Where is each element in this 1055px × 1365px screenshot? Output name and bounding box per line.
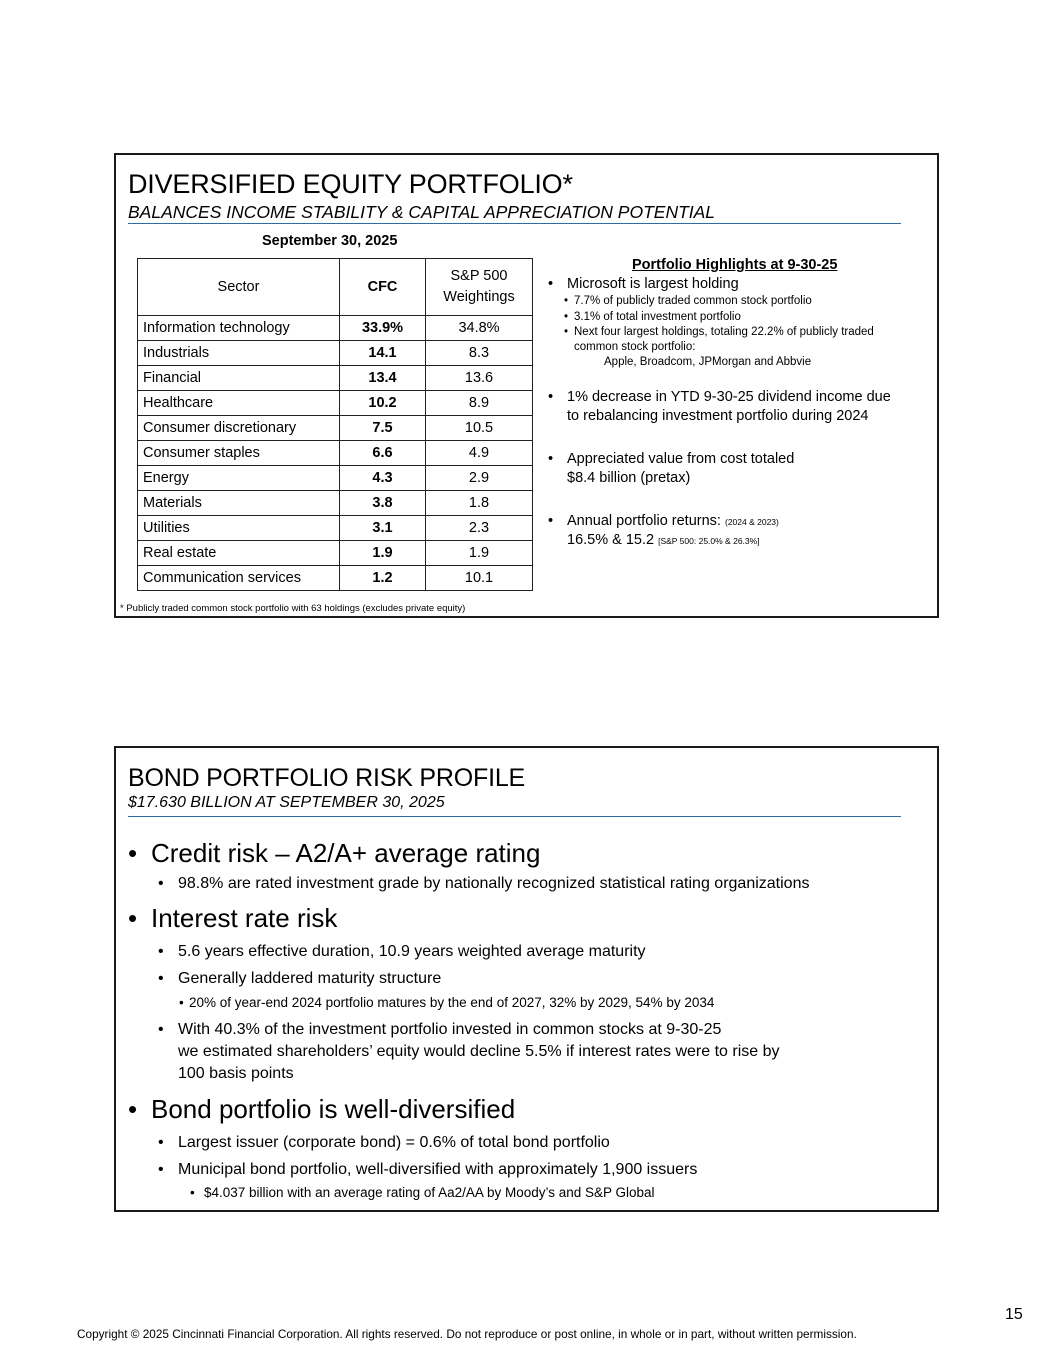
sub-bullet-text: we estimated shareholders’ equity would decline 5.5% if interest rates were to rise by [178,1043,780,1060]
cfc-cell: 3.8 [340,491,426,516]
bond-portfolio-slide [114,746,939,1212]
cfc-cell: 33.9% [340,316,426,341]
cfc-cell: 7.5 [340,416,426,441]
table-row [138,366,533,391]
header-sp500 [426,259,533,316]
sp500-cell: 8.3 [426,341,533,366]
sector-cell: Financial [138,366,340,391]
bullet-glyph: • [564,295,569,307]
bullet-glyph: • [564,326,569,338]
cfc-cell: 3.1 [340,516,426,541]
slide-subtitle: BALANCES INCOME STABILITY & CAPITAL APPRECIATION POTENTIAL [128,202,716,222]
cfc-cell: 1.2 [340,566,426,591]
highlight-text [567,531,760,550]
sub-bullet-text: 100 basis points [178,1065,294,1082]
highlight-text: Appreciated value from cost totaled [567,451,795,467]
bullet-glyph: • [179,995,184,1010]
cfc-cell: 4.3 [340,466,426,491]
bullet-glyph: • [158,875,164,892]
sub-bullet-text: 98.8% are rated investment grade by nationally recognized statistical rating organizations [178,875,810,892]
sector-cell: Industrials [138,341,340,366]
cfc-cell: 10.2 [340,391,426,416]
sub-bullet-text: Largest issuer (corporate bond) = 0.6% of total bond portfolio [178,1134,610,1151]
sector-cell: Energy [138,466,340,491]
table-row [138,516,533,541]
sp500-cell: 1.8 [426,491,533,516]
table-date: September 30, 2025 [262,233,398,249]
highlight-text: to rebalancing investment portfolio during 2024 [567,408,869,424]
table-row [138,566,533,591]
sector-cell: Consumer discretionary [138,416,340,441]
bullet-glyph: • [548,389,554,405]
sector-cell: Consumer staples [138,441,340,466]
cfc-cell: 14.1 [340,341,426,366]
bullet-glyph: • [190,1185,195,1200]
bullet-glyph: • [548,451,554,467]
sector-cell: Real estate [138,541,340,566]
bullet-heading: Credit risk – A2/A+ average rating [151,838,541,868]
table-header-row [138,259,533,316]
sector-cell: Healthcare [138,391,340,416]
returns-sp500: [S&P 500: 25.0% & 26.3%] [658,536,760,546]
cfc-cell: 13.4 [340,366,426,391]
bullet-heading: Interest rate risk [151,903,338,933]
table-row [138,491,533,516]
sp500-cell: 1.9 [426,541,533,566]
bullet-glyph: • [128,1094,138,1124]
returns-label: Annual portfolio returns: [567,513,721,529]
bullet-glyph: • [158,970,164,987]
page-number: 15 [1005,1306,1023,1323]
table-row [138,466,533,491]
sector-cell: Information technology [138,316,340,341]
sub-bullet-text: With 40.3% of the investment portfolio invested in common stocks at 9-30-25 [178,1021,722,1038]
sp500-cell: 10.5 [426,416,533,441]
bullet-glyph: • [564,311,569,323]
table-row [138,416,533,441]
cfc-cell: 1.9 [340,541,426,566]
bullet-glyph: • [158,943,164,960]
sector-weightings-table [137,258,533,591]
sp500-cell: 4.9 [426,441,533,466]
highlight-text: $8.4 billion (pretax) [567,470,691,486]
returns-years: (2024 & 2023) [724,517,779,527]
sub-bullet-text: Municipal bond portfolio, well-diversified with approximately 1,900 issuers [178,1161,698,1178]
sector-cell: Utilities [138,516,340,541]
table-row [138,541,533,566]
subbullet-text: Next four largest holdings, totaling 22.2% of publicly traded [574,326,874,338]
title-divider [128,223,901,224]
sp500-cell: 10.1 [426,566,533,591]
highlight-text: 1% decrease in YTD 9-30-25 dividend income due [567,389,891,405]
bullet-glyph: • [158,1021,164,1038]
copyright-notice: Copyright © 2025 Cincinnati Financial Corporation. All rights reserved. Do not reproduce or post online, in whole or in part, without written permission. [77,1327,857,1341]
bullet-glyph: • [548,513,554,529]
sector-cell: Communication services [138,566,340,591]
slide-title: DIVERSIFIED EQUITY PORTFOLIO* [128,169,573,199]
equity-portfolio-slide [114,153,939,618]
table-row [138,441,533,466]
header-cfc: CFC [340,259,426,316]
sp500-cell: 8.9 [426,391,533,416]
bullet-glyph: • [128,903,138,933]
sp500-cell: 2.3 [426,516,533,541]
table-row [138,341,533,366]
sp500-cell: 34.8% [426,316,533,341]
sp500-cell: 13.6 [426,366,533,391]
sub-bullet-text: Generally laddered maturity structure [178,970,442,987]
subbullet-text: 3.1% of total investment portfolio [574,311,741,323]
highlights-title: Portfolio Highlights at 9-30-25 [632,257,838,273]
slide-title: BOND PORTFOLIO RISK PROFILE [128,764,525,792]
subbullet-text: common stock portfolio: [574,341,696,353]
bullet-glyph: • [158,1161,164,1178]
bullet-glyph: • [158,1134,164,1151]
table-row [138,316,533,341]
bullet-heading: Bond portfolio is well-diversified [151,1094,516,1124]
title-divider [128,816,901,817]
footnote: * Publicly traded common stock portfolio with 63 holdings (excludes private equity) [120,603,466,614]
header-sp500-line1: S&P 500 [450,268,508,284]
highlight-text: Microsoft is largest holding [567,276,739,292]
sector-cell: Materials [138,491,340,516]
slide-subtitle: $17.630 BILLION AT SEPTEMBER 30, 2025 [128,794,445,811]
sub-bullet-text: 5.6 years effective duration, 10.9 years weighted average maturity [178,943,646,960]
top-holdings-list: Apple, Broadcom, JPMorgan and Abbvie [604,356,812,368]
cfc-cell: 6.6 [340,441,426,466]
bullet-glyph: • [548,276,554,292]
header-sector: Sector [138,259,340,316]
header-sp500-line2: Weightings [443,289,515,305]
sub-sub-bullet-text: $4.037 billion with an average rating of Aa2/AA by Moody’s and S&P Global [204,1185,655,1200]
bullet-glyph: • [128,838,138,868]
highlight-subbullet-cont [604,355,811,370]
table-row [138,391,533,416]
returns-values: 16.5% & 15.2 [567,532,655,548]
subbullet-text: 7.7% of publicly traded common stock portfolio [574,295,812,307]
sub-sub-bullet-text: 20% of year-end 2024 portfolio matures by the end of 2027, 32% by 2029, 54% by 2034 [189,995,715,1010]
highlight-text [567,512,779,531]
sp500-cell: 2.9 [426,466,533,491]
